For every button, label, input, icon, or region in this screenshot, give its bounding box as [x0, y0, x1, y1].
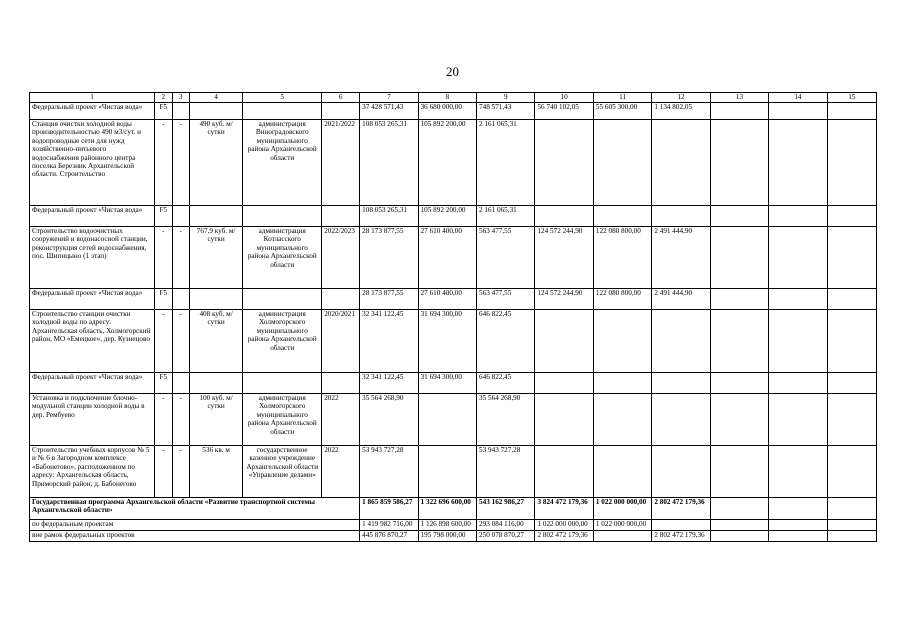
table-cell: [827, 310, 876, 373]
table-cell: 490 куб. м/сутки: [189, 120, 242, 206]
table-cell: [827, 531, 876, 542]
table-cell: [172, 103, 189, 120]
table-cell: 108 053 265,31: [360, 120, 418, 206]
table-cell: 543 162 986,27: [477, 498, 535, 520]
table-cell: Федеральный проект «Чистая вода»: [30, 206, 155, 227]
table-cell: [243, 206, 322, 227]
table-cell: 1 865 859 586,27: [360, 498, 418, 520]
table-cell: 563 477,55: [477, 227, 535, 289]
table-cell: 2022/2023: [322, 227, 360, 289]
header-cell: 11: [593, 93, 651, 103]
table-cell: 2022: [322, 394, 360, 446]
table-cell: [827, 446, 876, 498]
table-cell: -: [172, 446, 189, 498]
table-cell: 1 134 802,05: [652, 103, 710, 120]
table-cell: [827, 120, 876, 206]
table-cell: [769, 531, 827, 542]
federal-project-row: [30, 103, 877, 120]
table-cell: 31 694 300,00: [418, 310, 476, 373]
subtotal-row: [30, 531, 877, 542]
table-cell: Установка и подключение блочно-модульной станции холодной воды в дер. Рембуево: [30, 394, 155, 446]
table-cell: 445 876 870,27: [360, 531, 418, 542]
table-cell: [535, 394, 593, 446]
table-cell: 124 572 244,90: [535, 227, 593, 289]
table-cell: 1 022 000 000,00: [593, 498, 651, 520]
table-cell: по федеральным проектам: [30, 520, 360, 531]
federal-project-row: [30, 373, 877, 394]
table-cell: 1 022 000 000,00: [593, 520, 651, 531]
header-cell: 4: [189, 93, 242, 103]
table-cell: 122 080 800,00: [593, 289, 651, 310]
federal-project-row: [30, 206, 877, 227]
table-cell: [827, 206, 876, 227]
table-cell: [827, 103, 876, 120]
table-cell: 2 802 472 179,36: [535, 531, 593, 542]
table-cell: 2 802 472 179,36: [652, 531, 710, 542]
table-cell: 2 802 472 179,36: [652, 498, 710, 520]
object-row: [30, 394, 877, 446]
table-cell: администрация Холмогорского муниципального района Архангельской области: [243, 394, 322, 446]
table-cell: 35 564 268,90: [360, 394, 418, 446]
table-cell: Федеральный проект «Чистая вода»: [30, 373, 155, 394]
table-cell: 28 173 877,55: [360, 227, 418, 289]
table-cell: 32 341 122,45: [360, 373, 418, 394]
table-cell: [172, 206, 189, 227]
table-cell: [710, 520, 768, 531]
table-cell: [535, 206, 593, 227]
table-cell: [189, 103, 242, 120]
table-cell: [827, 394, 876, 446]
table-cell: 2022: [322, 446, 360, 498]
table-cell: [827, 373, 876, 394]
table-cell: -: [172, 120, 189, 206]
table-cell: 124 572 244,90: [535, 289, 593, 310]
table-cell: [243, 373, 322, 394]
table-cell: -: [172, 394, 189, 446]
table-cell: 748 571,43: [477, 103, 535, 120]
table-cell: вне рамок федеральных проектов: [30, 531, 360, 542]
table-cell: [243, 289, 322, 310]
header-cell: 7: [360, 93, 418, 103]
subtotal-row: [30, 520, 877, 531]
header-cell: 12: [652, 93, 710, 103]
table-cell: [769, 103, 827, 120]
table-cell: [769, 373, 827, 394]
table-cell: -: [172, 227, 189, 289]
header-cell: 10: [535, 93, 593, 103]
table-cell: 408 куб. м/сутки: [189, 310, 242, 373]
table-cell: [652, 120, 710, 206]
table-cell: 1 322 696 600,00: [418, 498, 476, 520]
table-cell: [418, 446, 476, 498]
table-cell: [593, 531, 651, 542]
table-cell: [322, 103, 360, 120]
header-row: [30, 93, 877, 103]
table-cell: администрация Котласского муниципального района Архангельской области: [243, 227, 322, 289]
table-cell: [593, 446, 651, 498]
header-cell: 2: [155, 93, 172, 103]
table-cell: [652, 520, 710, 531]
table-cell: [710, 120, 768, 206]
table-cell: [710, 394, 768, 446]
table-cell: 646 822,45: [477, 310, 535, 373]
table-cell: F5: [155, 206, 172, 227]
table-cell: F5: [155, 103, 172, 120]
header-cell: 5: [243, 93, 322, 103]
table-cell: -: [155, 227, 172, 289]
table-cell: 563 477,55: [477, 289, 535, 310]
table-cell: государственное казенное учреждение Архангельской области «Управление делами»: [243, 446, 322, 498]
table-cell: [535, 373, 593, 394]
table-cell: [710, 289, 768, 310]
table-cell: F5: [155, 373, 172, 394]
table-cell: [769, 520, 827, 531]
table-cell: [322, 373, 360, 394]
table-cell: [322, 206, 360, 227]
table-cell: 28 173 877,55: [360, 289, 418, 310]
table-cell: [535, 446, 593, 498]
program-total-row: [30, 498, 877, 520]
table-cell: 293 084 116,00: [477, 520, 535, 531]
table-cell: 1 126 898 600,00: [418, 520, 476, 531]
table-cell: администрация Холмогорского муниципального района Архангельской области: [243, 310, 322, 373]
table-cell: 36 680 000,00: [418, 103, 476, 120]
table-cell: 2021/2022: [322, 120, 360, 206]
table-cell: администрация Виноградовского муниципального района Архангельской области: [243, 120, 322, 206]
table-cell: 56 740 102,05: [535, 103, 593, 120]
table-cell: [652, 394, 710, 446]
table-cell: Федеральный проект «Чистая вода»: [30, 103, 155, 120]
table-cell: [827, 498, 876, 520]
table-cell: -: [155, 394, 172, 446]
table-cell: 35 564 268,90: [477, 394, 535, 446]
table-cell: -: [155, 446, 172, 498]
table-cell: [769, 446, 827, 498]
table-cell: -: [172, 310, 189, 373]
object-row: [30, 446, 877, 498]
table-cell: Строительство водоочистных сооружений и водонасосной станции, реконструкция сетей водоснабжения, пос. Шипицыно (1 этап): [30, 227, 155, 289]
federal-project-row: [30, 289, 877, 310]
table-cell: 100 куб. м/сутки: [189, 394, 242, 446]
table-cell: [652, 373, 710, 394]
table-cell: [827, 227, 876, 289]
table-cell: 1 022 000 000,00: [535, 520, 593, 531]
table-cell: Станция очистки холодной воды производительностью 490 м3/сут. и водопроводные сети для нужд хозяйственно-питьевого водоснабжения районного центра поселка Березник Архангельской области. Строительство: [30, 120, 155, 206]
table-cell: [710, 103, 768, 120]
table-cell: [593, 120, 651, 206]
table-cell: F5: [155, 289, 172, 310]
table-cell: 2 161 065,31: [477, 120, 535, 206]
table-cell: [769, 394, 827, 446]
table-cell: [769, 498, 827, 520]
table-cell: [593, 206, 651, 227]
table-cell: [189, 206, 242, 227]
table-cell: 53 943 727,28: [477, 446, 535, 498]
table-cell: 122 080 800,00: [593, 227, 651, 289]
object-row: [30, 120, 877, 206]
header-cell: 14: [769, 93, 827, 103]
object-row: [30, 310, 877, 373]
table-cell: [710, 227, 768, 289]
table-cell: 536 кв. м: [189, 446, 242, 498]
header-cell: 6: [322, 93, 360, 103]
header-cell: 13: [710, 93, 768, 103]
table-cell: 2 161 065,31: [477, 206, 535, 227]
table-cell: [535, 120, 593, 206]
table-cell: 37 428 571,43: [360, 103, 418, 120]
table-cell: [710, 310, 768, 373]
table-cell: [827, 520, 876, 531]
table-cell: 767,9 куб. м/сутки: [189, 227, 242, 289]
table-cell: 646 822,45: [477, 373, 535, 394]
table-cell: 2 491 444,90: [652, 227, 710, 289]
table-cell: 2020/2021: [322, 310, 360, 373]
table-cell: 108 053 265,31: [360, 206, 418, 227]
object-row: [30, 227, 877, 289]
table-cell: Государственная программа Архангельской области «Развитие транспортной системы Архангельской области»: [30, 498, 360, 520]
table-cell: [172, 289, 189, 310]
table-cell: [710, 206, 768, 227]
table-cell: [769, 120, 827, 206]
table-cell: [769, 227, 827, 289]
table-cell: [710, 373, 768, 394]
table-cell: -: [155, 310, 172, 373]
table-cell: [652, 310, 710, 373]
table-cell: 250 078 870,27: [477, 531, 535, 542]
table-cell: [593, 394, 651, 446]
table-cell: [535, 310, 593, 373]
table-cell: 195 798 000,00: [418, 531, 476, 542]
table-cell: Федеральный проект «Чистая вода»: [30, 289, 155, 310]
header-cell: 15: [827, 93, 876, 103]
table-cell: 31 694 300,00: [418, 373, 476, 394]
table-cell: 3 824 472 179,36: [535, 498, 593, 520]
header-cell: 1: [30, 93, 155, 103]
table-cell: 55 605 300,00: [593, 103, 651, 120]
table-cell: [652, 446, 710, 498]
table-cell: 105 892 200,00: [418, 120, 476, 206]
header-cell: 3: [172, 93, 189, 103]
table-cell: 2 491 444,90: [652, 289, 710, 310]
table-cell: [593, 310, 651, 373]
table-cell: 1 419 982 716,00: [360, 520, 418, 531]
table-cell: Строительство станции очистки холодной воды по адресу: Архангельская область, Холмогорский район, МО «Емецкое», дер. Кузнецово: [30, 310, 155, 373]
header-cell: 9: [477, 93, 535, 103]
table-cell: 105 892 200,00: [418, 206, 476, 227]
table-cell: 27 610 400,00: [418, 289, 476, 310]
table-cell: -: [155, 120, 172, 206]
budget-table: [29, 92, 877, 542]
table-cell: [172, 373, 189, 394]
table-cell: Строительство учебных корпусов № 5 и № 6 в Загородном комплексе «Бабонегово», расположенном по адресу: Архангельская область, Приморский район, д. Бабонегово: [30, 446, 155, 498]
table-cell: [652, 206, 710, 227]
table-cell: 32 341 122,45: [360, 310, 418, 373]
page-number: 20: [446, 64, 459, 79]
table-cell: [189, 289, 242, 310]
table-cell: 27 610 400,00: [418, 227, 476, 289]
table-cell: [710, 531, 768, 542]
table-cell: [710, 446, 768, 498]
table-cell: [189, 373, 242, 394]
table-cell: [243, 103, 322, 120]
table-cell: [593, 373, 651, 394]
table-cell: [418, 394, 476, 446]
table-cell: [769, 310, 827, 373]
table-cell: [322, 289, 360, 310]
table-cell: [769, 289, 827, 310]
header-cell: 8: [418, 93, 476, 103]
table-cell: 53 943 727,28: [360, 446, 418, 498]
table-cell: [827, 289, 876, 310]
table-cell: [710, 498, 768, 520]
table-cell: [769, 206, 827, 227]
